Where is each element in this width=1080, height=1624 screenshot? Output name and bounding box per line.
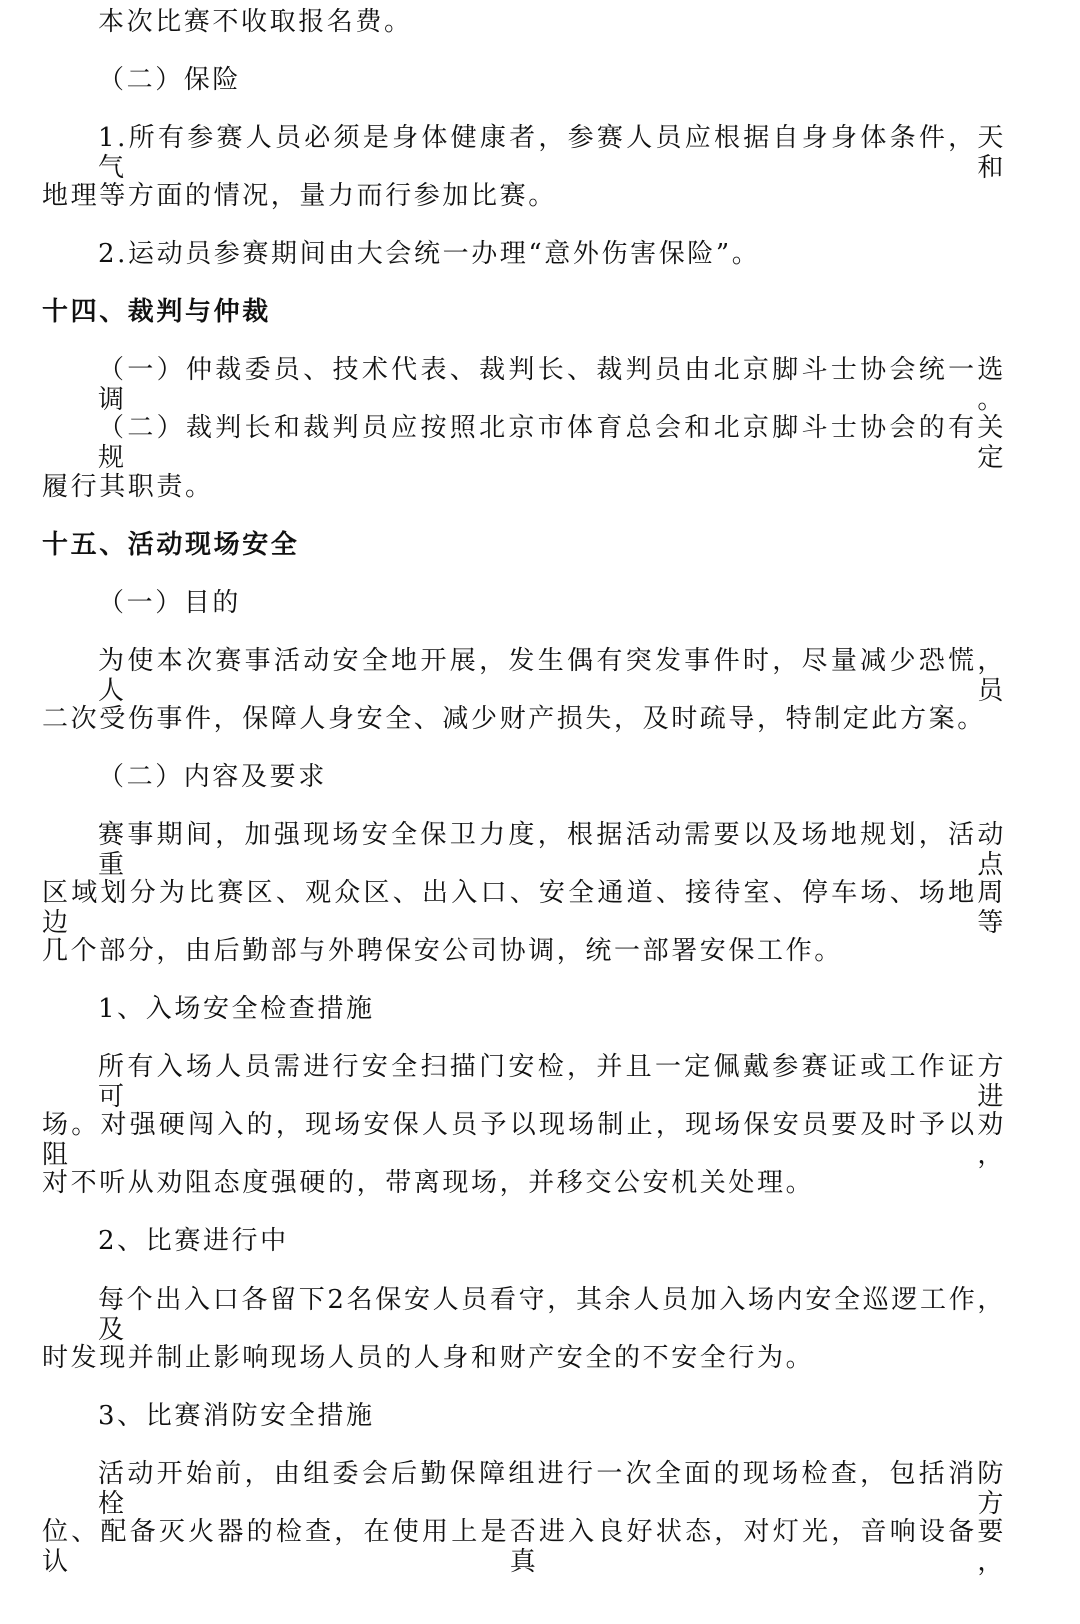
text-line: 履行其职责。 bbox=[42, 471, 214, 502]
text-line: 地理等方面的情况，量力而行参加比赛。 bbox=[42, 181, 557, 212]
text-line: 2、比赛进行中 bbox=[98, 1226, 289, 1257]
text-line: 2.运动员参赛期间由大会统一办理“意外伤害保险”。 bbox=[98, 239, 761, 270]
text-line: 活动开始前，由组委会后勤保障组进行一次全面的现场检查，包括消防栓方 bbox=[98, 1458, 1006, 1519]
text-line: 每个出入口各留下2名保安人员看守，其余人员加入场内安全巡逻工作，及 bbox=[98, 1284, 1006, 1345]
text-line: （二）保险 bbox=[98, 65, 242, 96]
text-line: 3、比赛消防安全措施 bbox=[98, 1400, 375, 1431]
text-line: 对不听从劝阻态度强硬的，带离现场，并移交公安机关处理。 bbox=[42, 1168, 815, 1199]
text-line: 赛事期间，加强现场安全保卫力度，根据活动需要以及场地规划，活动重点 bbox=[98, 819, 1006, 880]
text-line: （一）仲裁委员、技术代表、裁判长、裁判员由北京脚斗士协会统一选调。 bbox=[98, 355, 1006, 416]
text-line: 时发现并制止影响现场人员的人身和财产安全的不安全行为。 bbox=[42, 1342, 815, 1373]
text-line: 位、配备灭火器的检查，在使用上是否进入良好状态，对灯光，音响设备要认真， bbox=[42, 1516, 1006, 1577]
text-line: （二）内容及要求 bbox=[98, 761, 327, 792]
text-line: 本次比赛不收取报名费。 bbox=[98, 7, 413, 37]
text-line: （一）目的 bbox=[98, 587, 242, 618]
text-line: 二次受伤事件，保障人身安全、减少财产损失，及时疏导，特制定此方案。 bbox=[42, 703, 986, 734]
section-heading: 十四、裁判与仲裁 bbox=[42, 297, 271, 328]
text-line: 1、入场安全检查措施 bbox=[98, 994, 375, 1025]
text-line: 所有入场人员需进行安全扫描门安检，并且一定佩戴参赛证或工作证方可进 bbox=[98, 1052, 1006, 1113]
text-line: 几个部分，由后勤部与外聘保安公司协调，统一部署安保工作。 bbox=[42, 936, 843, 967]
text-line: 区域划分为比赛区、观众区、出入口、安全通道、接待室、停车场、场地周边等 bbox=[42, 878, 1006, 939]
section-heading: 十五、活动现场安全 bbox=[42, 529, 300, 560]
text-line: （二）裁判长和裁判员应按照北京市体育总会和北京脚斗士协会的有关规定 bbox=[98, 413, 1006, 474]
text-line: 1.所有参赛人员必须是身体健康者，参赛人员应根据自身身体条件，天气和 bbox=[98, 123, 1006, 184]
text-line: 场。对强硬闯入的，现场安保人员予以现场制止，现场保安员要及时予以劝阻， bbox=[42, 1110, 1006, 1171]
text-line: 为使本次赛事活动安全地开展，发生偶有突发事件时，尽量减少恐慌，人员 bbox=[98, 645, 1006, 706]
